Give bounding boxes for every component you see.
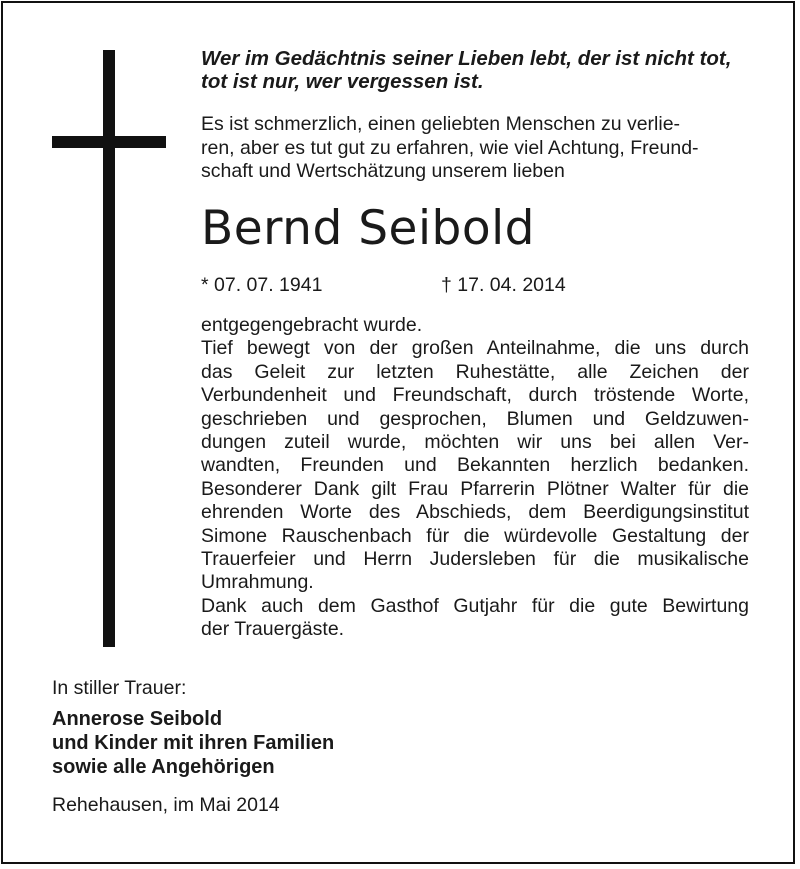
body-line: Verbundenheit und Freundschaft, durch tröstende Worte, <box>201 384 749 407</box>
intro-line: schaft und Wertschätzung unserem lieben <box>201 160 565 182</box>
cross-horizontal-bar <box>52 136 166 148</box>
mourner-line: Annerose Seibold <box>52 708 223 730</box>
place-and-date: Rehehausen, im Mai 2014 <box>52 794 280 816</box>
intro-line: ren, aber es tut gut zu erfahren, wie viel Achtung, Freund- <box>201 136 699 159</box>
mourner-line: und Kinder mit ihren Familien <box>52 732 335 754</box>
intro-line: Es ist schmerzlich, einen geliebten Menschen zu verlie- <box>201 113 681 135</box>
intro-text <box>201 113 749 184</box>
body-line: ehrenden Worte des Abschieds, dem Beerdigungsinstitut <box>201 501 749 524</box>
life-dates <box>201 273 566 297</box>
body-line: Besonderer Dank gilt Frau Pfarrerin Plötner Walter für die <box>201 477 749 500</box>
body-line: entgegengebracht wurde. <box>201 314 423 336</box>
memorial-quote <box>201 47 749 93</box>
body-line: Dank auch dem Gasthof Gutjahr für die gute Bewirtung <box>201 594 749 617</box>
mourner-line: sowie alle Angehörigen <box>52 756 275 778</box>
mourners-list <box>52 707 472 779</box>
quote-line: tot ist nur, wer vergessen ist. <box>201 70 484 93</box>
body-line: Simone Rauschenbach für die würdevolle Gestaltung der <box>201 524 749 547</box>
body-line: dungen zuteil wurde, möchten wir uns bei allen Ver- <box>201 431 749 454</box>
body-line: geschrieben und gesprochen, Blumen und Geldzuwen- <box>201 407 749 430</box>
body-line: wandten, Freunden und Bekannten herzlich bedanken. <box>201 454 749 477</box>
body-line: Trauerfeier und Herrn Judersleben für die musikalische <box>201 548 749 571</box>
death-date: † 17. 04. 2014 <box>441 274 566 296</box>
deceased-name: Bernd Seibold <box>201 201 536 256</box>
body-line: Tief bewegt von der großen Anteilnahme, die uns durch <box>201 337 749 360</box>
quote-line: Wer im Gedächtnis seiner Lieben lebt, der ist nicht tot, <box>201 47 732 70</box>
birth-date: * 07. 07. 1941 <box>201 274 323 296</box>
body-line: das Geleit zur letzten Ruhestätte, alle Zeichen der <box>201 360 749 383</box>
body-line: Umrahmung. <box>201 571 314 594</box>
body-line: der Trauergäste. <box>201 618 345 641</box>
mourning-label: In stiller Trauer: <box>52 677 187 699</box>
thanks-text <box>201 314 749 642</box>
